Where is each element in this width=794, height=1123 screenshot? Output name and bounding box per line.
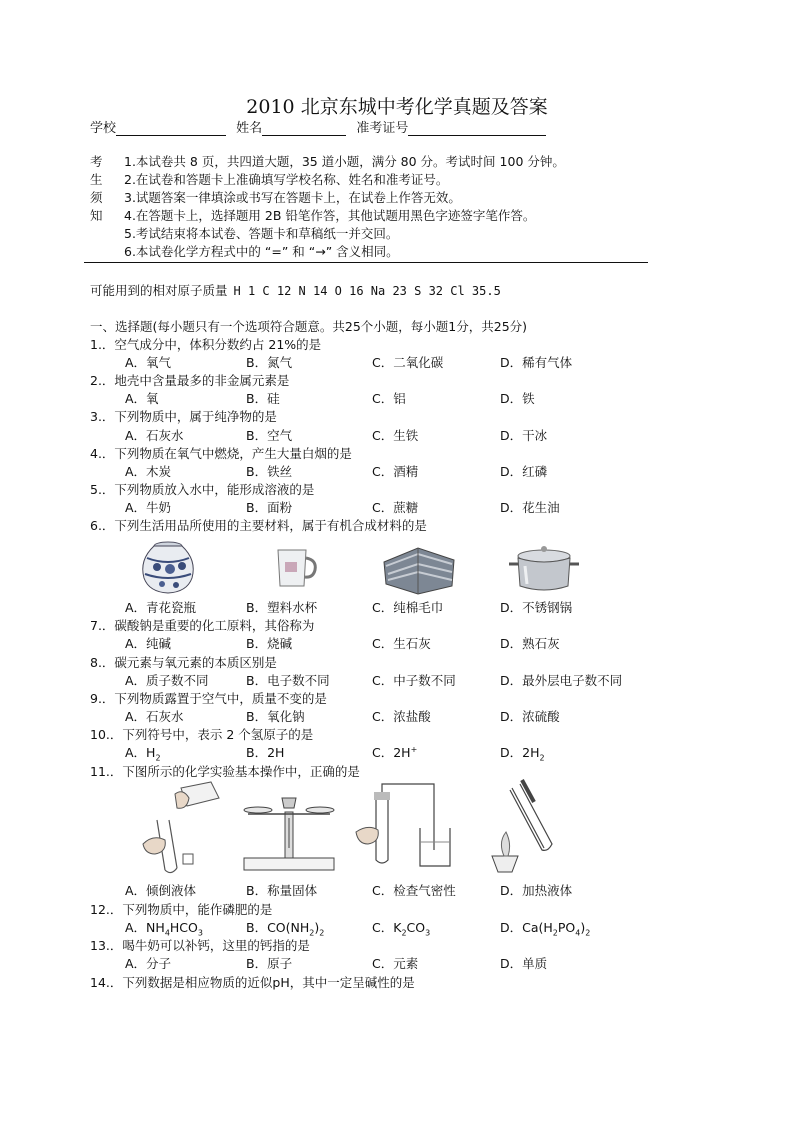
option-a: A．分子 — [125, 956, 172, 971]
atomic-mass-line — [90, 281, 501, 299]
option-a: A．质子数不同 — [125, 673, 209, 688]
exam-number-label: 准考证号 — [356, 121, 409, 136]
question-stem: 14.．下列数据是相应物质的近似pH，其中一定呈碱性的是 — [90, 975, 415, 990]
option-a: A．牛奶 — [125, 500, 172, 515]
pouring-liquid-image — [125, 780, 225, 876]
question-stem: 10.．下列符号中，表示 2 个氢原子的是 — [90, 727, 314, 742]
heating-liquid-image — [482, 778, 566, 876]
student-info-line — [90, 117, 546, 136]
question-stem: 13.．喝牛奶可以补钙，这里的钙指的是 — [90, 938, 310, 953]
option-b: B．氧化钠 — [246, 709, 305, 724]
option-c: C．二氧化碳 — [372, 355, 444, 370]
notice-line: 6.本试卷化学方程式中的 “=” 和 “→” 含义相同。 — [124, 244, 399, 259]
option-c: C．纯棉毛巾 — [372, 600, 444, 615]
option-a: A．石灰水 — [125, 709, 184, 724]
notice-side-char: 知 — [90, 208, 103, 223]
question-stem: 7.．碳酸钠是重要的化工原料，其俗称为 — [90, 618, 315, 633]
option-c: C．2H+ — [372, 744, 418, 760]
option-c: C．检查气密性 — [372, 883, 456, 898]
option-c: C．浓盐酸 — [372, 709, 431, 724]
option-b: B．塑料水杯 — [246, 600, 318, 615]
exam-number-blank — [408, 121, 546, 136]
option-c: C．元素 — [372, 956, 419, 971]
question-stem: 11.．下图所示的化学实验基本操作中，正确的是 — [90, 764, 360, 779]
option-b: B．称量固体 — [246, 883, 318, 898]
option-b: B．2H — [246, 745, 285, 760]
porcelain-vase-image — [135, 538, 201, 596]
notice-side-char: 考 — [90, 154, 103, 169]
question-stem: 5.．下列物质放入水中，能形成溶液的是 — [90, 482, 315, 497]
option-d: D．花生油 — [500, 500, 560, 515]
name-label: 姓名 — [236, 121, 263, 136]
notice-line: 3.试题答案一律填涂或书写在答题卡上，在试卷上作答无效。 — [124, 190, 461, 205]
option-b: B．硅 — [246, 391, 280, 406]
option-b: B．氮气 — [246, 355, 293, 370]
option-c: C．$K_2CO_3$ — [372, 920, 431, 938]
option-d: D．干冰 — [500, 428, 548, 443]
option-a: A．氧 — [125, 391, 159, 406]
divider-line — [84, 262, 648, 263]
notice-line: 2.在试卷和答题卡上准确填写学校名称、姓名和准考证号。 — [124, 172, 449, 187]
notice-side-char: 须 — [90, 190, 103, 205]
question-stem: 9.．下列物质露置于空气中，质量不变的是 — [90, 691, 327, 706]
option-c: C．生铁 — [372, 428, 419, 443]
school-label: 学校 — [90, 121, 117, 136]
option-d: D．不锈钢锅 — [500, 600, 573, 615]
question-stem: 6.．下列生活用品所使用的主要材料，属于有机合成材料的是 — [90, 518, 427, 533]
option-a: A．$NH_4HCO_3$ — [125, 920, 203, 938]
question-stem: 2.．地壳中含量最多的非金属元素是 — [90, 373, 290, 388]
question-stem: 12.．下列物质中，能作磷肥的是 — [90, 902, 273, 917]
option-d: D．稀有气体 — [500, 355, 573, 370]
balance-scale-image — [238, 788, 340, 874]
section-heading: 一、选择题(每小题只有一个选项符合题意。共25个小题，每小题1分，共25分) — [90, 319, 528, 334]
option-d: D．$Ca(H_2PO_4)_2$ — [500, 920, 591, 938]
option-c: C．中子数不同 — [372, 673, 456, 688]
option-b: B．电子数不同 — [246, 673, 330, 688]
option-c: C．酒精 — [372, 464, 419, 479]
question-stem: 8.．碳元素与氧元素的本质区别是 — [90, 655, 277, 670]
atomic-mass-values: H 1 C 12 N 14 O 16 Na 23 S 32 Cl 35.5 — [233, 284, 501, 298]
question-stem: 4.．下列物质在氧气中燃烧，产生大量白烟的是 — [90, 446, 352, 461]
option-d: D．熟石灰 — [500, 636, 560, 651]
name-blank — [262, 121, 346, 136]
option-c: C．铝 — [372, 391, 406, 406]
notice-line: 4.在答题卡上，选择题用 2B 铅笔作答，其他试题用黑色字迹签字笔作答。 — [124, 208, 536, 223]
option-b: B．$CO(NH_2)_2$ — [246, 920, 325, 938]
option-a: A．倾倒液体 — [125, 883, 197, 898]
page-title: 2010 北京东城中考化学真题及答案 — [246, 96, 548, 118]
option-d: D．浓硫酸 — [500, 709, 560, 724]
option-a: A．$H_2$ — [125, 745, 161, 763]
question-stem: 3.．下列物质中，属于纯净物的是 — [90, 409, 277, 424]
option-d: D．$2H_2$ — [500, 745, 545, 763]
option-c: C．生石灰 — [372, 636, 431, 651]
notice-side-char: 生 — [90, 172, 103, 187]
option-b: B．空气 — [246, 428, 293, 443]
option-a: A．木炭 — [125, 464, 172, 479]
option-d: D．单质 — [500, 956, 548, 971]
option-a: A．青花瓷瓶 — [125, 600, 197, 615]
steel-pot-image — [505, 544, 583, 596]
option-a: A．氧气 — [125, 355, 172, 370]
option-d: D．红磷 — [500, 464, 548, 479]
option-a: A．纯碱 — [125, 636, 172, 651]
cotton-towel-image — [380, 542, 458, 596]
option-b: B．铁丝 — [246, 464, 293, 479]
school-blank — [116, 121, 226, 136]
option-b: B．面粉 — [246, 500, 293, 515]
notice-line: 5.考试结束将本试卷、答题卡和草稿纸一并交回。 — [124, 226, 399, 241]
option-b: B．原子 — [246, 956, 293, 971]
question-stem: 1.．空气成分中，体积分数约占 21%的是 — [90, 337, 322, 352]
atomic-mass-label: 可能用到的相对原子质量 — [90, 283, 228, 298]
option-d: D．铁 — [500, 391, 535, 406]
option-b: B．烧碱 — [246, 636, 293, 651]
option-c: C．蔗糖 — [372, 500, 419, 515]
airtightness-check-image — [350, 780, 460, 876]
plastic-cup-image — [270, 546, 320, 590]
notice-line: 1.本试卷共 8 页，共四道大题，35 道小题，满分 80 分。考试时间 100 分钟。 — [124, 154, 565, 169]
option-d: D．加热液体 — [500, 883, 573, 898]
option-a: A．石灰水 — [125, 428, 184, 443]
option-d: D．最外层电子数不同 — [500, 673, 623, 688]
